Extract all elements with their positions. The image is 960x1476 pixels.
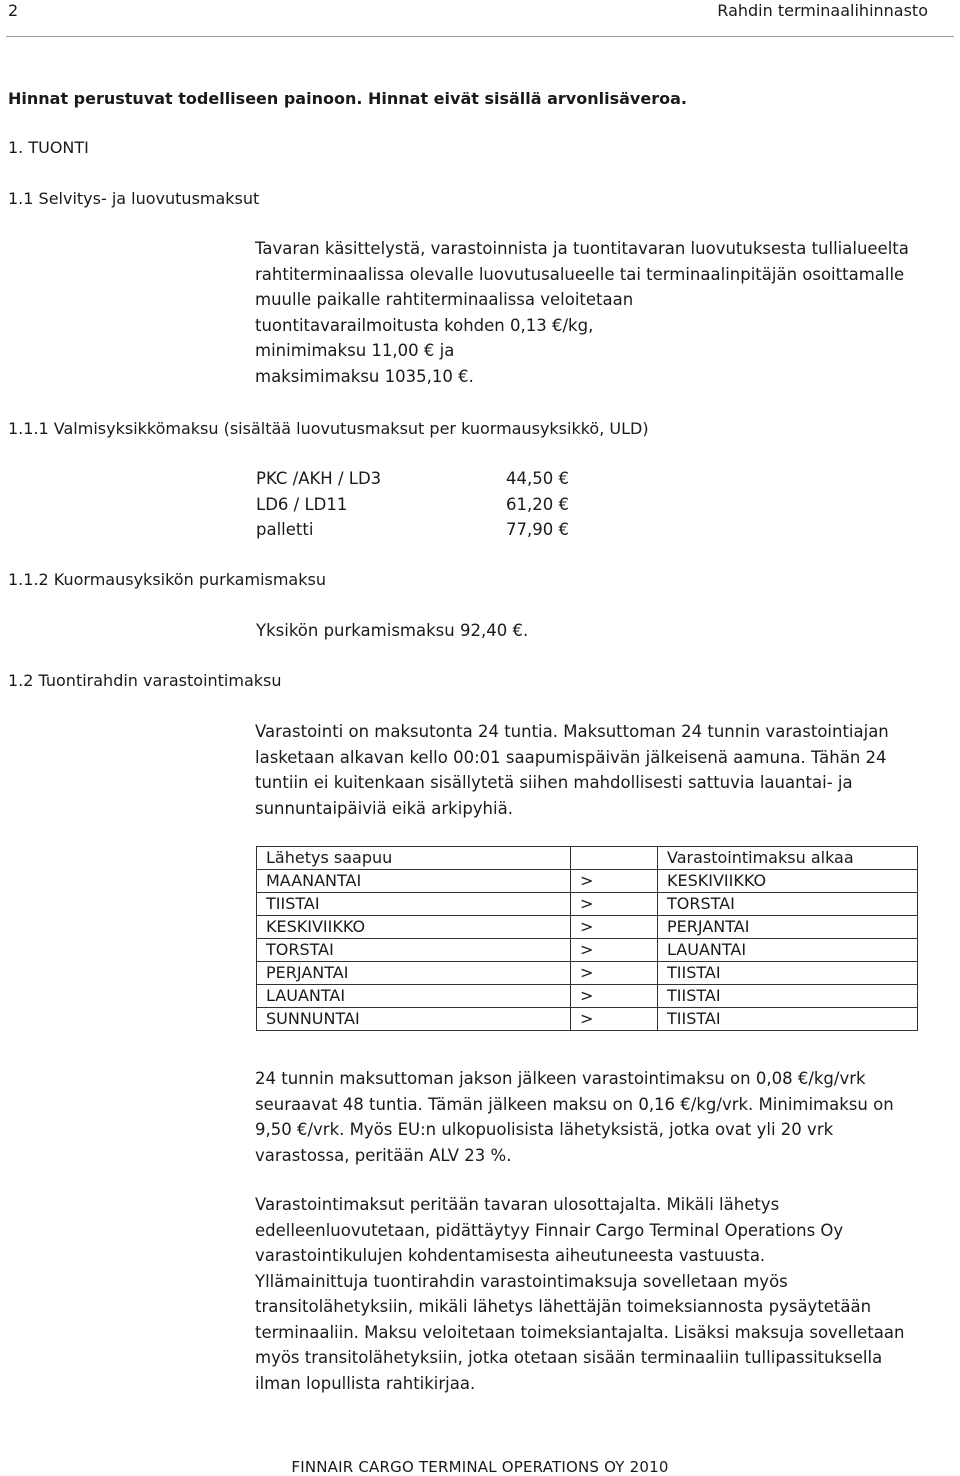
section-1-1-body — [255, 236, 925, 389]
table-cell: TORSTAI — [658, 893, 918, 916]
table-cell: > — [571, 870, 658, 893]
table-header-cell: Lähetys saapuu — [257, 847, 571, 870]
text-line: myös transitolähetyksiin, jotka otetaan sisään terminaaliin tullipassituksella — [255, 1348, 883, 1367]
table-header-cell: Varastointimaksu alkaa — [658, 847, 918, 870]
table-cell: SUNNUNTAI — [257, 1008, 571, 1031]
table-cell: TIISTAI — [658, 962, 918, 985]
page-number: 2 — [8, 1, 19, 20]
rate-row — [256, 492, 626, 518]
table-cell: PERJANTAI — [658, 916, 918, 939]
section-heading-1-1-1: 1.1.1 Valmisyksikkömaksu (sisältää luovutusmaksut per kuormausyksikkö, ULD) — [8, 419, 649, 438]
rate-list — [256, 466, 626, 543]
intro-text: Hinnat perustuvat todelliseen painoon. Hinnat eivät sisällä arvonlisäveroa. — [8, 89, 687, 108]
table-row — [257, 939, 918, 962]
rate-unit: palletti — [256, 520, 314, 539]
rate-price: 44,50 € — [506, 469, 569, 488]
text-line: 24 tunnin maksuttoman jakson jälkeen varastointimaksu on 0,08 €/kg/vrk — [255, 1069, 866, 1088]
text-line: rahtiterminaalissa olevalle luovutusalueelle tai terminaalinpitäjän osoittamalle — [255, 264, 905, 284]
rate-price: 77,90 € — [506, 520, 569, 539]
table-cell: > — [571, 893, 658, 916]
text-line: edelleenluovutetaan, pidättäytyy Finnair Cargo Terminal Operations Oy — [255, 1220, 844, 1240]
table-row — [257, 962, 918, 985]
table-row — [257, 870, 918, 893]
table-cell: > — [571, 962, 658, 985]
text-line: sunnuntaipäiviä eikä arkipyhiä. — [255, 798, 513, 818]
section-heading-1-2: 1.2 Tuontirahdin varastointimaksu — [8, 671, 282, 690]
storage-paragraph-3 — [255, 1192, 925, 1396]
rate-row — [256, 466, 626, 492]
text-line: terminaaliin. Maksu veloitetaan toimeksiantajalta. Lisäksi maksuja sovelletaan — [255, 1322, 905, 1342]
text-line: Tavaran käsittelystä, varastoinnista ja tuontitavaran luovutuksesta tullialueelta — [255, 239, 909, 258]
rate-row — [256, 517, 626, 543]
text-line: tuntiin ei kuitenkaan sisällytetä siihen mahdollisesti sattuvia lauantai- ja — [255, 773, 853, 792]
table-cell: MAANANTAI — [257, 870, 571, 893]
table-header-row — [257, 847, 918, 870]
table-header-cell — [571, 847, 658, 870]
storage-schedule-table — [256, 846, 918, 1031]
table-row — [257, 1008, 918, 1031]
section-heading-tuonti: 1. TUONTI — [8, 138, 89, 157]
text-line: varastossa, peritään ALV 23 %. — [255, 1145, 512, 1165]
text-line: minimimaksu 11,00 € ja — [255, 341, 455, 360]
table-cell: > — [571, 985, 658, 1008]
text-line: lasketaan alkavan kello 00:01 saapumispäivän jälkeisenä aamuna. Tähän 24 — [255, 747, 887, 767]
table-cell: TIISTAI — [257, 893, 571, 916]
document-title: Rahdin terminaalihinnasto — [717, 1, 928, 20]
table-cell: > — [571, 939, 658, 962]
table-cell: PERJANTAI — [257, 962, 571, 985]
table-cell: LAUANTAI — [658, 939, 918, 962]
table-row — [257, 985, 918, 1008]
table-cell: > — [571, 1008, 658, 1031]
text-line: seuraavat 48 tuntia. Tämän jälkeen maksu on 0,16 €/kg/vrk. Minimimaksu on — [255, 1094, 894, 1114]
table-row — [257, 916, 918, 939]
table-cell: TIISTAI — [658, 985, 918, 1008]
text-line: muulle paikalle rahtiterminaalissa veloitetaan — [255, 290, 634, 309]
text-line: maksimimaksu 1035,10 €. — [255, 366, 474, 386]
text-line: 9,50 €/vrk. Myös EU:n ulkopuolisista lähetyksistä, jotka ovat yli 20 vrk — [255, 1120, 834, 1139]
table-cell: TORSTAI — [257, 939, 571, 962]
table-cell: KESKIVIIKKO — [658, 870, 918, 893]
table-cell: LAUANTAI — [257, 985, 571, 1008]
section-heading-1-1-2: 1.1.2 Kuormausyksikön purkamismaksu — [8, 570, 326, 589]
storage-paragraph-2 — [255, 1066, 925, 1168]
text-line: ilman lopullista rahtikirjaa. — [255, 1373, 476, 1393]
table-cell: > — [571, 916, 658, 939]
text-line: tuontitavarailmoitusta kohden 0,13 €/kg, — [255, 315, 594, 335]
text-line: varastointikulujen kohdentamisesta aiheutuneesta vastuusta. — [255, 1246, 766, 1265]
rate-price: 61,20 € — [506, 494, 569, 514]
section-heading-1-1: 1.1 Selvitys- ja luovutusmaksut — [8, 189, 260, 208]
text-line: transitolähetyksiin, mikäli lähetys lähettäjän toimeksiannosta pysäytetään — [255, 1297, 872, 1316]
unloading-fee-text: Yksikön purkamismaksu 92,40 €. — [256, 621, 529, 640]
text-line: Varastointi on maksutonta 24 tuntia. Maksuttoman 24 tunnin varastointiajan — [255, 722, 889, 741]
text-line: Varastointimaksut peritään tavaran ulosottajalta. Mikäli lähetys — [255, 1195, 780, 1214]
table-cell: KESKIVIIKKO — [257, 916, 571, 939]
table-row — [257, 893, 918, 916]
rate-unit: PKC /AKH / LD3 — [256, 469, 382, 488]
header-divider — [6, 36, 954, 37]
rate-unit: LD6 / LD11 — [256, 494, 348, 514]
table-cell: TIISTAI — [658, 1008, 918, 1031]
text-line: Yllämainittuja tuontirahdin varastointimaksuja sovelletaan myös — [255, 1271, 788, 1291]
page-footer: FINNAIR CARGO TERMINAL OPERATIONS OY 2010 — [291, 1458, 669, 1476]
storage-paragraph-1 — [255, 719, 925, 821]
